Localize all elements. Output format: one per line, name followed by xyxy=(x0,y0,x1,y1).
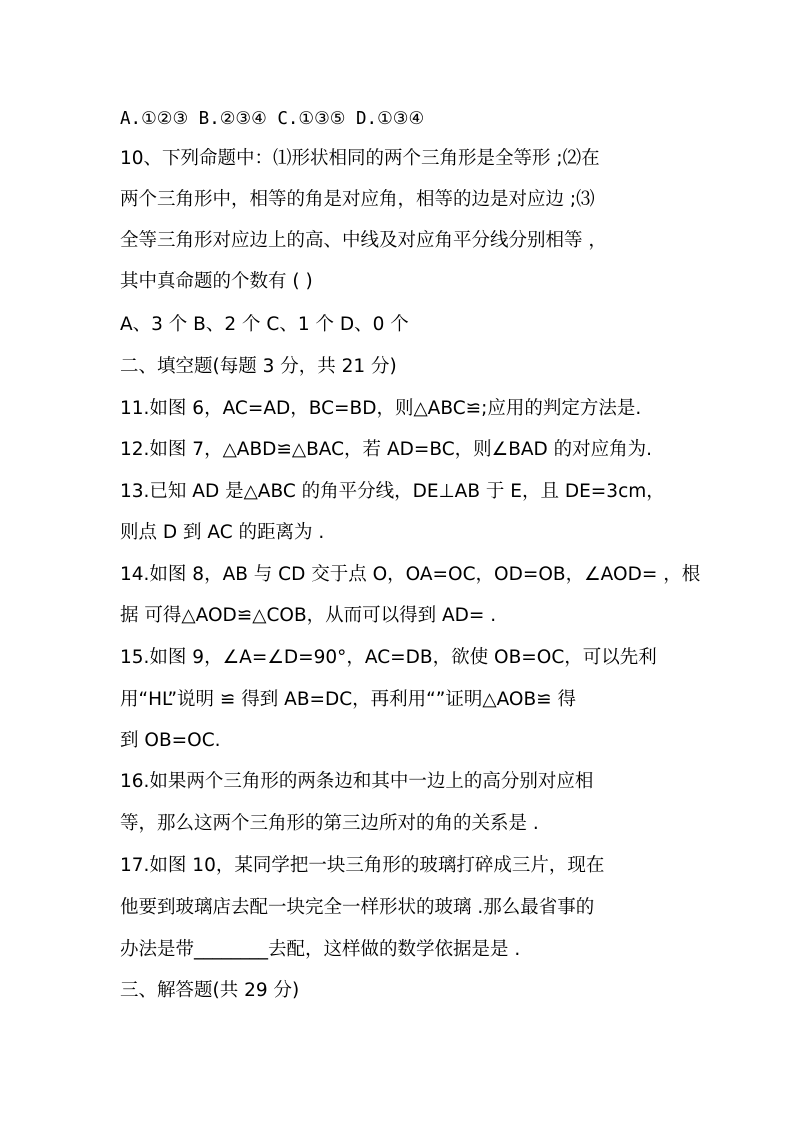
question-17-line-2: 他要到玻璃店去配一块完全一样形状的玻璃 .那么最省事的 xyxy=(120,897,595,918)
question-10-line-1: 10、下列命题中：⑴形状相同的两个三角形是全等形 ;⑵在 xyxy=(120,148,600,169)
question-14-line-1: 14.如图 8，AB 与 CD 交于点 O，OA=OC，OD=OB，∠AOD= ，根 xyxy=(120,564,701,585)
question-10-line-3: 全等三角形对应边上的高、中线及对应角平分线分别相等 ， xyxy=(120,230,607,251)
question-13-line-2: 则点 D 到 AC 的距离为 . xyxy=(120,522,325,543)
question-9-options: A.①②③ B.②③④ C.①③⑤ D.①③④ xyxy=(120,109,425,129)
question-15-line-2: 用“HL”说明 ≌ 得到 AB=DC，再利用“”证明△AOB≌ 得 xyxy=(120,689,577,710)
question-16-line-2: 等，那么这两个三角形的第三边所对的角的关系是 . xyxy=(120,813,539,834)
section-2-heading: 二、填空题(每题 3 分，共 21 分) xyxy=(120,356,397,377)
question-11: 11.如图 6，AC=AD，BC=BD，则△ABC≌;应用的判定方法是. xyxy=(120,398,642,419)
question-17-line-1: 17.如图 10，某同学把一块三角形的玻璃打碎成三片，现在 xyxy=(120,855,605,876)
question-12: 12.如图 7，△ABD≌△BAC，若 AD=BC，则∠BAD 的对应角为. xyxy=(120,439,653,460)
question-10-line-2: 两个三角形中，相等的角是对应角，相等的边是对应边 ;⑶ xyxy=(120,189,595,210)
question-15-line-3: 到 OB=OC. xyxy=(120,730,221,751)
question-10-line-4: 其中真命题的个数有 ( ) xyxy=(120,271,313,292)
question-15-line-1: 15.如图 9，∠A=∠D=90°，AC=DB，欲使 OB=OC，可以先利 xyxy=(120,647,657,668)
question-14-line-2: 据 可得△AOD≌△COB，从而可以得到 AD= . xyxy=(120,605,497,626)
question-13-line-1: 13.已知 AD 是△ABC 的角平分线，DE⊥AB 于 E，且 DE=3cm， xyxy=(120,481,665,502)
question-17-line-3: 办法是带________去配，这样做的数学依据是是 . xyxy=(120,939,521,960)
question-10-options: A、3 个 B、2 个 C、1 个 D、0 个 xyxy=(120,314,409,335)
question-16-line-1: 16.如果两个三角形的两条边和其中一边上的高分别对应相 xyxy=(120,771,594,792)
section-3-heading: 三、解答题(共 29 分) xyxy=(120,980,300,1001)
